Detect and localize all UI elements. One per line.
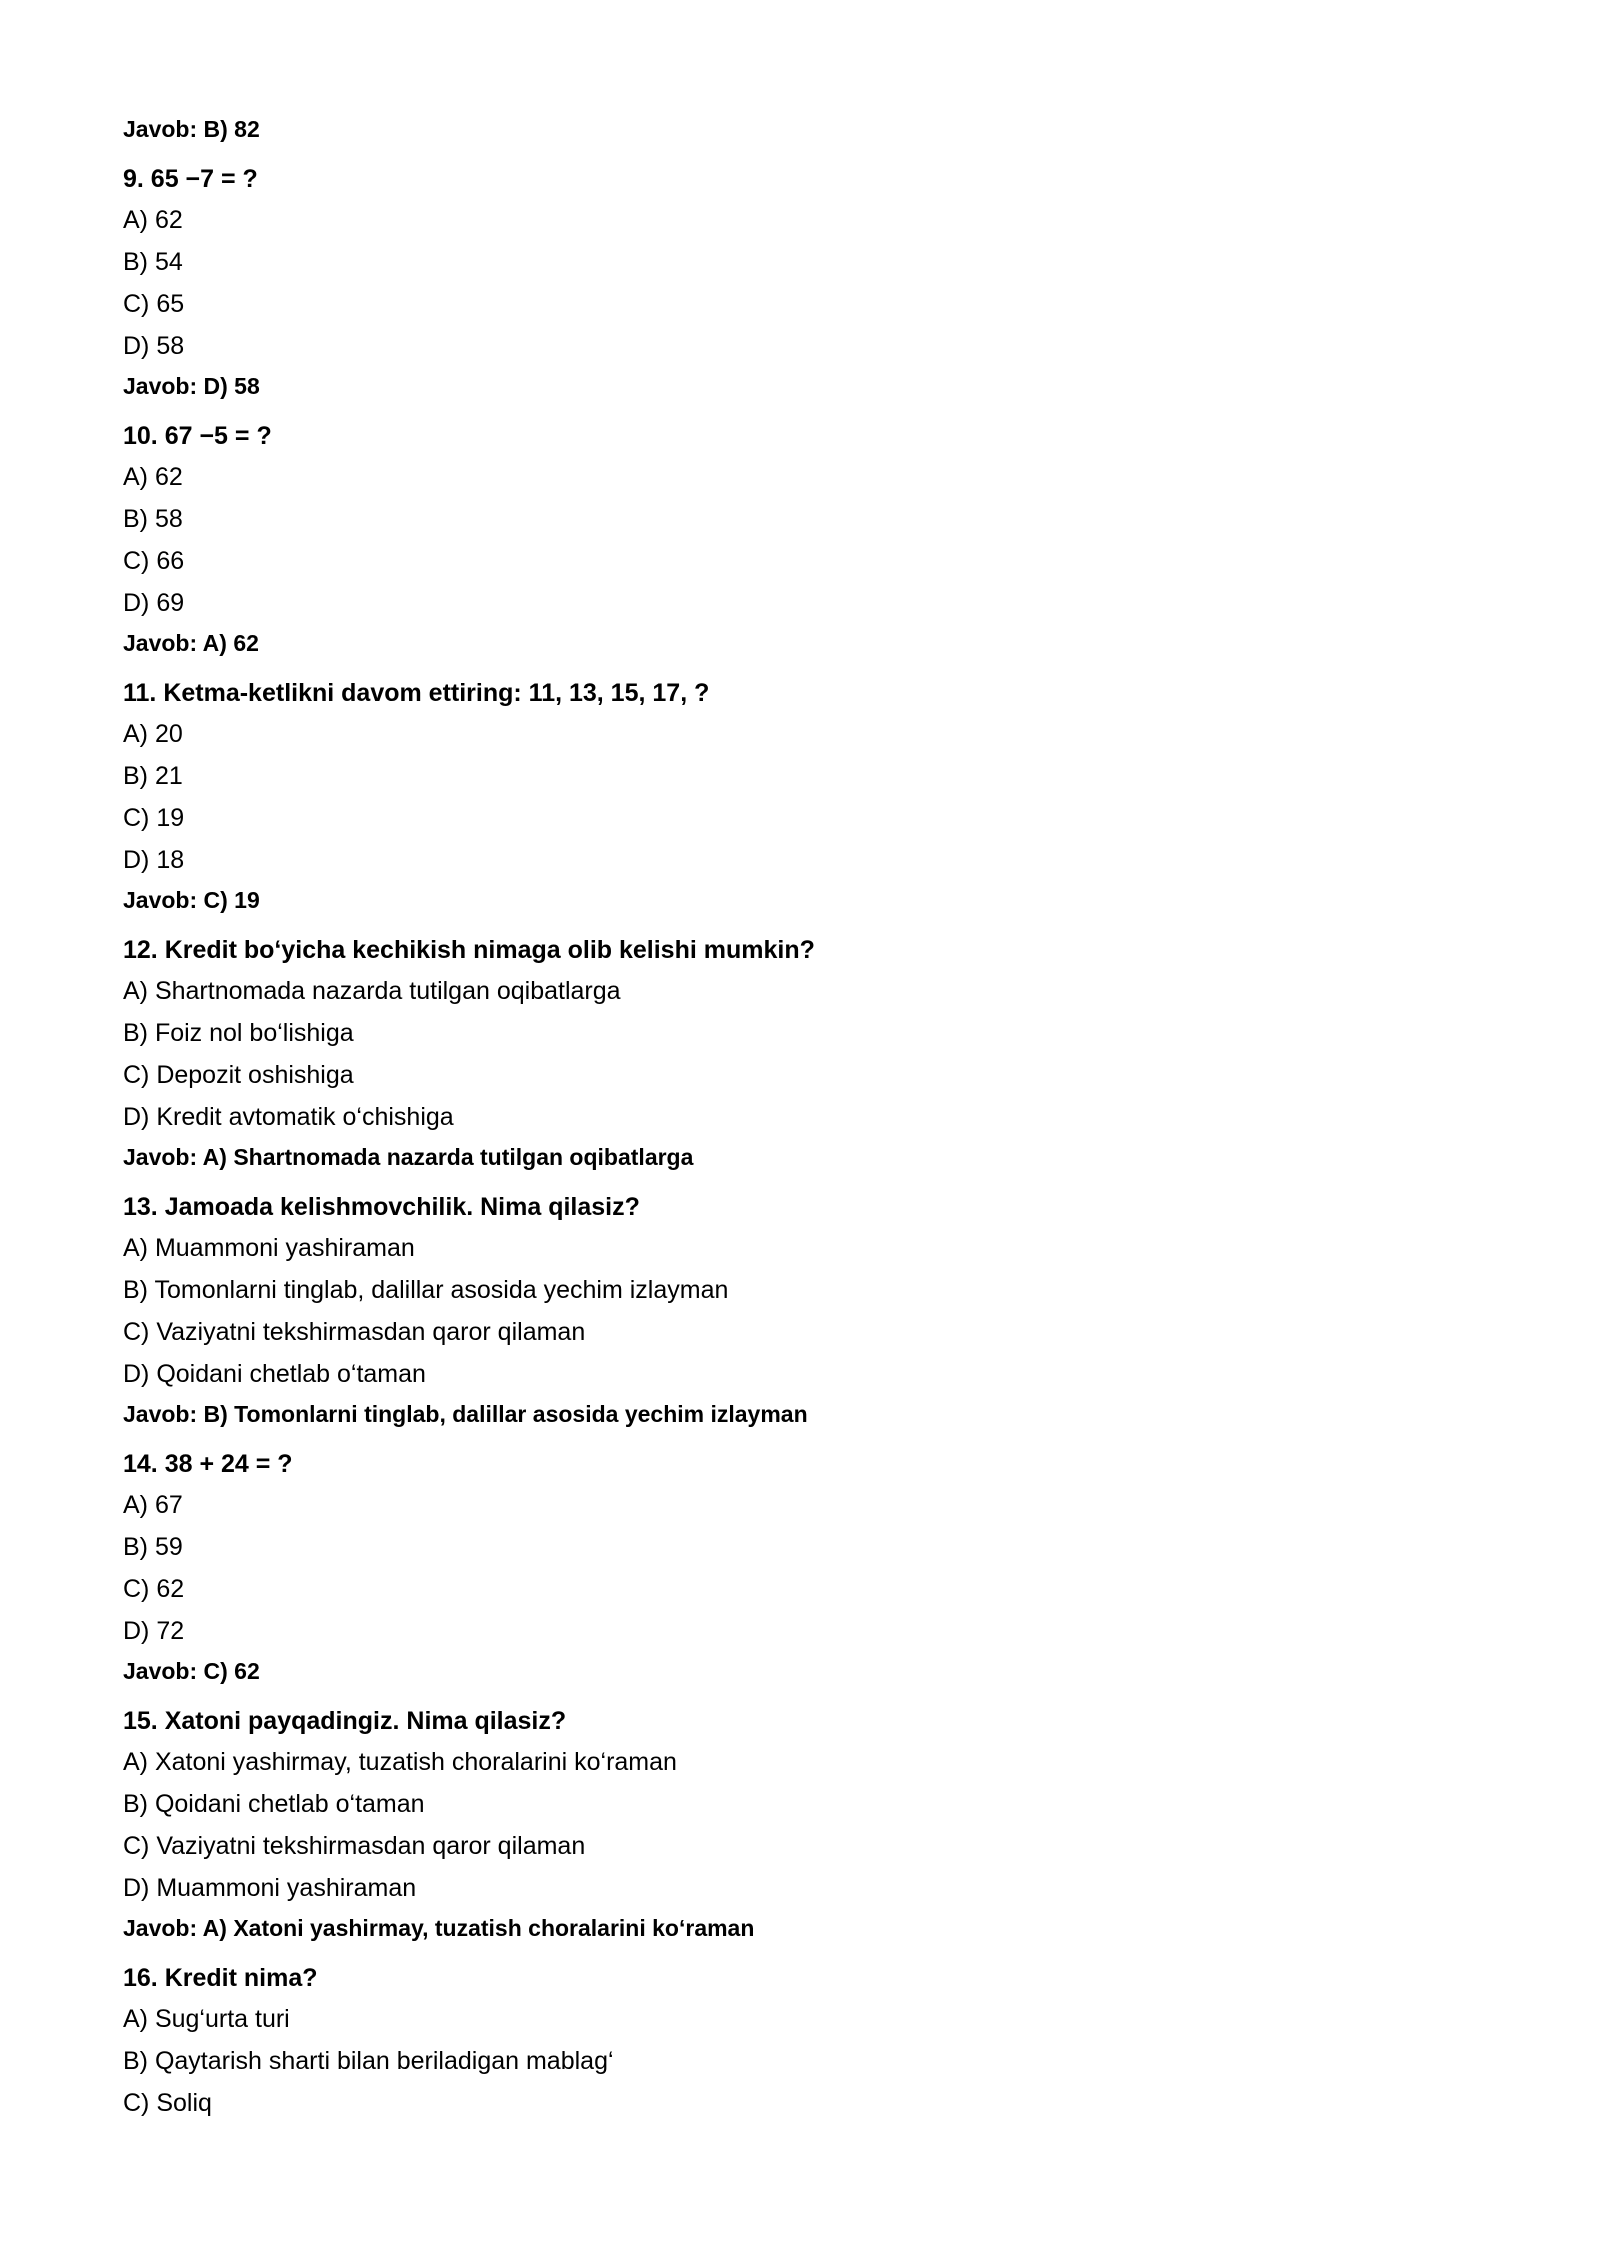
question-block [123, 679, 1600, 914]
option-a: A) Muammoni yashiraman [123, 1234, 415, 1262]
option-d: D) 58 [123, 332, 185, 360]
answer-line: Javob: A) Xatoni yashirmay, tuzatish choralarini ko‘raman [123, 1915, 755, 1941]
option-d: D) 18 [123, 846, 185, 874]
option-b: B) Foiz nol bo‘lishiga [123, 1019, 354, 1047]
question-text: 11. Ketma-ketlikni davom ettiring: 11, 13, 15, 17, ? [123, 679, 710, 707]
question-text: 9. 65 −7 = ? [123, 165, 258, 193]
option-d: D) 72 [123, 1617, 185, 1645]
question-block [123, 422, 1600, 657]
option-c: C) Vaziyatni tekshirmasdan qaror qilaman [123, 1318, 586, 1346]
option-c: C) Soliq [123, 2089, 212, 2117]
question-text: 10. 67 −5 = ? [123, 422, 272, 450]
option-c: C) Depozit oshishiga [123, 1061, 354, 1089]
answer-line: Javob: C) 19 [123, 887, 260, 913]
option-d: D) Qoidani chetlab o‘taman [123, 1360, 426, 1388]
option-b: B) 21 [123, 762, 183, 790]
option-a: A) 20 [123, 720, 183, 748]
question-text: 16. Kredit nima? [123, 1964, 318, 1992]
option-c: C) Vaziyatni tekshirmasdan qaror qilaman [123, 1832, 586, 1860]
option-b: B) Qoidani chetlab o‘taman [123, 1790, 425, 1818]
answer-line: Javob: B) 82 [123, 116, 260, 142]
question-text: 12. Kredit bo‘yicha kechikish nimaga olib kelishi mumkin? [123, 936, 815, 964]
option-c: C) 66 [123, 547, 185, 575]
option-a: A) 62 [123, 463, 183, 491]
option-a: A) Sug‘urta turi [123, 2005, 290, 2033]
question-block [123, 1707, 1600, 1942]
option-b: B) Tomonlarni tinglab, dalillar asosida yechim izlayman [123, 1276, 729, 1304]
option-d: D) Muammoni yashiraman [123, 1874, 417, 1902]
question-block [123, 1450, 1600, 1685]
question-block [123, 1193, 1600, 1428]
option-c: C) 65 [123, 290, 185, 318]
option-a: A) Xatoni yashirmay, tuzatish choralarini ko‘raman [123, 1748, 677, 1776]
option-b: B) Qaytarish sharti bilan beriladigan mablag‘ [123, 2047, 614, 2075]
option-b: B) 54 [123, 248, 183, 276]
option-d: D) 69 [123, 589, 185, 617]
answer-line: Javob: A) Shartnomada nazarda tutilgan oqibatlarga [123, 1144, 694, 1170]
option-d: D) Kredit avtomatik o‘chishiga [123, 1103, 454, 1131]
option-b: B) 59 [123, 1533, 183, 1561]
answer-line: Javob: B) Tomonlarni tinglab, dalillar asosida yechim izlayman [123, 1401, 808, 1427]
answer-line: Javob: D) 58 [123, 373, 260, 399]
option-b: B) 58 [123, 505, 183, 533]
option-a: A) Shartnomada nazarda tutilgan oqibatlarga [123, 977, 621, 1005]
option-c: C) 19 [123, 804, 185, 832]
answer-line: Javob: C) 62 [123, 1658, 260, 1684]
question-text: 14. 38 + 24 = ? [123, 1450, 293, 1478]
question-block [123, 1964, 1600, 2118]
question-block [123, 165, 1600, 400]
option-a: A) 67 [123, 1491, 183, 1519]
answer-line: Javob: A) 62 [123, 630, 259, 656]
question-text: 13. Jamoada kelishmovchilik. Nima qilasiz? [123, 1193, 640, 1221]
question-text: 15. Xatoni payqadingiz. Nima qilasiz? [123, 1707, 567, 1735]
question-block [123, 936, 1600, 1171]
option-a: A) 62 [123, 206, 183, 234]
option-c: C) 62 [123, 1575, 185, 1603]
